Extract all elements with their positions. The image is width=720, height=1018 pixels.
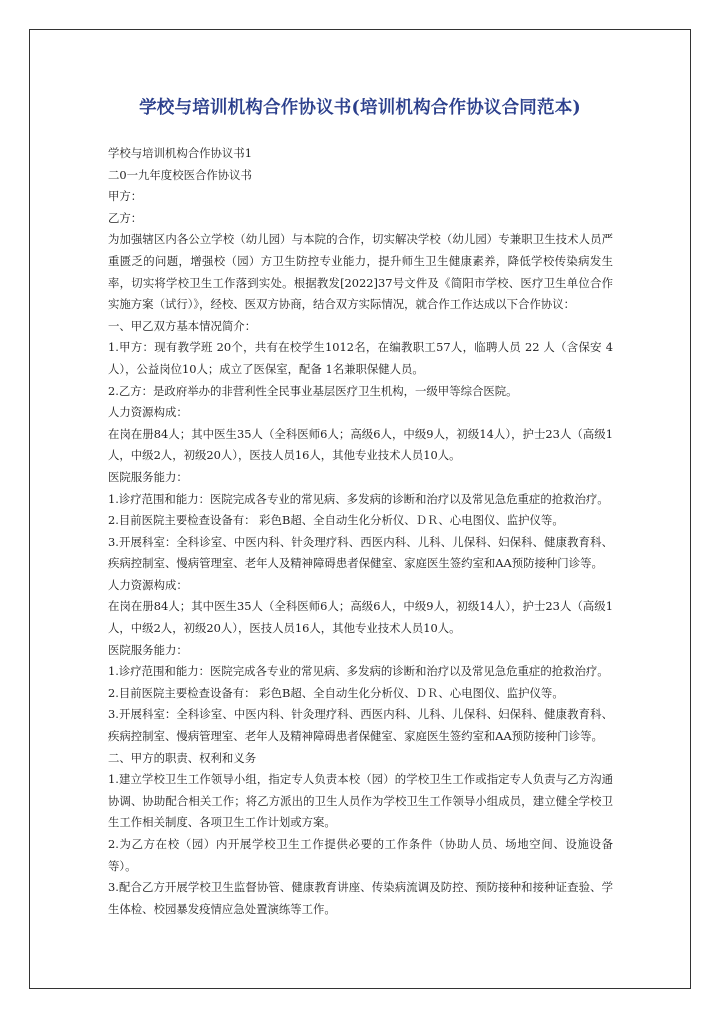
paragraph: 二0一九年度校医合作协议书 <box>108 167 252 182</box>
paragraph: 乙方： <box>108 210 143 225</box>
paragraph: 1.诊疗范围和能力：医院完成各专业的常见病、多发病的诊断和治疗以及常见急危重症的抢救治疗。 <box>108 664 609 679</box>
paragraph: 1.甲方：现有教学班 20个，共有在校学生1012名，在编教职工57人，临聘人员 22 人（含保安 4人），公益岗位10人；成立了医保室，配备 1名兼职保健人员。 <box>108 340 613 376</box>
paragraph: 在岗在册84人；其中医生35人（全科医师6人；高级6人，中级9人，初级14人），护士23人（高级1人，中级2人，初级20人），医技人员16人，其他专业技术人员10人。 <box>108 599 613 636</box>
paragraph: 1.诊疗范围和能力：医院完成各专业的常见病、多发病的诊断和治疗以及常见急危重症的抢救治疗。 <box>108 491 609 506</box>
paragraph: 医院服务能力： <box>108 642 188 657</box>
paragraph: 为加强辖区内各公立学校（幼儿园）与本院的合作，切实解决学校（幼儿园）专兼职卫生技术人员严重匮乏的问题，增强校（园）方卫生防控专业能力，提升师生卫生健康素养，降低学校传染病发生率，切实将学校卫生工作落到实处。根据教发[2022]37号文件及《简阳市学校、医疗卫生单位合作实施方案（试行）》，经校、医双方协商，结合双方实际情况，就合作工作达成以下合作协议： <box>108 232 613 312</box>
paragraph: 1.建立学校卫生工作领导小组，指定专人负责本校（园）的学校卫生工作或指定专人负责与乙方沟通协调、协助配合相关工作；将乙方派出的卫生人员作为学校卫生工作领导小组成员，建立健全学校卫生工作相关制度、各项卫生工作计划或方案。 <box>108 772 613 830</box>
paragraph: 2.目前医院主要检查设备有： 彩色B超、全自动生化分析仪、ＤＲ、心电图仪、监护仪等。 <box>108 513 564 528</box>
document-body <box>108 143 613 920</box>
document-title: 学校与培训机构合作协议书(培训机构合作协议合同范本) <box>139 98 581 118</box>
paragraph: 2.乙方：是政府举办的非营利性全民事业基层医疗卫生机构，一级甲等综合医院。 <box>108 383 518 398</box>
paragraph: 二、甲方的职责、权利和义务 <box>108 750 257 765</box>
paragraph: 在岗在册84人；其中医生35人（全科医师6人；高级6人，中级9人，初级14人），护士23人（高级1人，中级2人，初级20人），医技人员16人，其他专业技术人员10人。 <box>108 426 613 463</box>
paragraph: 人力资源构成： <box>108 405 188 420</box>
paragraph: 3.开展科室：全科诊室、中医内科、针灸理疗科、西医内科、儿科、儿保科、妇保科、健康教育科、疾病控制室、慢病管理室、老年人及精神障碍患者保健室、家庭医生签约室和AA预防接种门诊等。 <box>108 707 613 744</box>
paragraph: 医院服务能力： <box>108 469 188 484</box>
paragraph: 3.配合乙方开展学校卫生监督协管、健康教育讲座、传染病流调及防控、预防接种和接种证查验、学生体检、校园暴发疫情应急处置演练等工作。 <box>108 880 613 916</box>
paragraph: 人力资源构成： <box>108 577 188 592</box>
paragraph: 一、甲乙双方基本情况简介： <box>108 318 257 333</box>
paragraph: 2.目前医院主要检查设备有： 彩色B超、全自动生化分析仪、ＤＲ、心电图仪、监护仪等。 <box>108 685 564 700</box>
paragraph: 学校与培训机构合作协议书1 <box>108 146 252 160</box>
paragraph: 2.为乙方在校（园）内开展学校卫生工作提供必要的工作条件（协助人员、场地空间、设施设备等）。 <box>108 837 613 873</box>
paragraph: 3.开展科室：全科诊室、中医内科、针灸理疗科、西医内科、儿科、儿保科、妇保科、健康教育科、疾病控制室、慢病管理室、老年人及精神障碍患者保健室、家庭医生签约室和AA预防接种门诊等。 <box>108 534 613 571</box>
paragraph: 甲方： <box>108 189 143 204</box>
